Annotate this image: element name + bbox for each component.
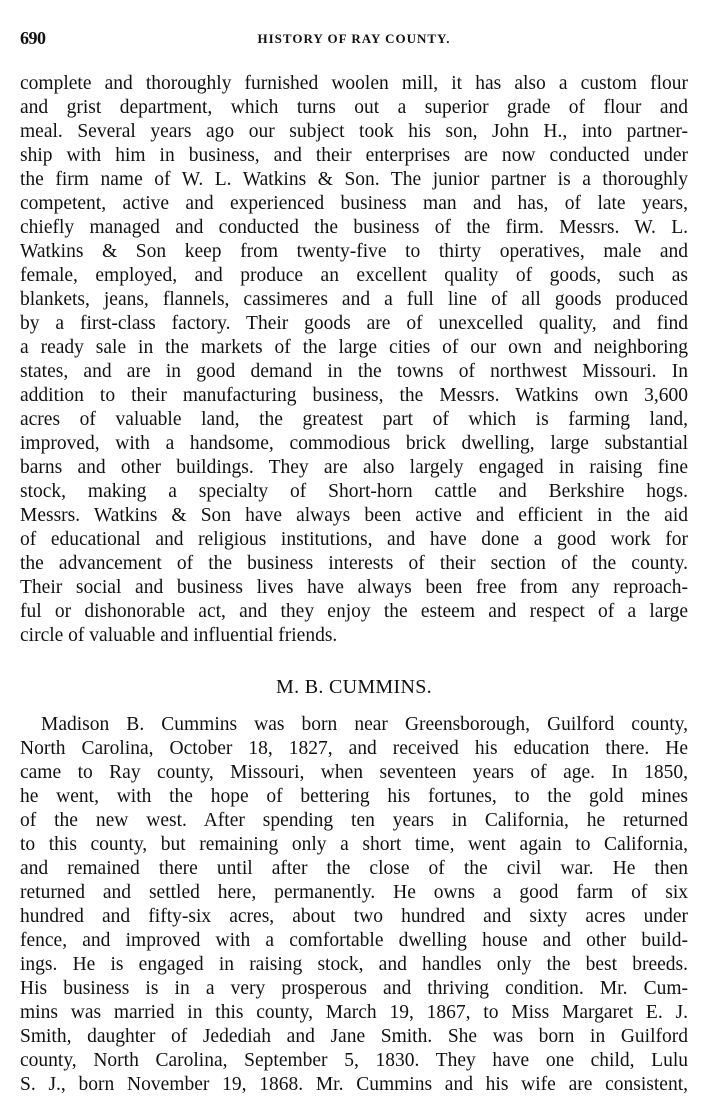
page-number: 690 [20,28,46,48]
text-line: and grist department, which turns out a superior grade of flour and [20,97,688,118]
text-line: ful or dishonorable act, and they enjoy the esteem and respect of a large [20,601,688,622]
text-line: competent, active and experienced business man and has, of late years, [20,193,688,214]
text-line: by a first-class factory. Their goods are of unexcelled quality, and find [20,313,688,334]
text-line: the advancement of the business interests of their section of the county. [20,553,688,574]
running-title: HISTORY OF RAY COUNTY. [257,31,451,46]
text-line: Their social and business lives have always been free from any reproach- [20,577,688,598]
text-line: stock, making a specialty of Short-horn cattle and Berkshire hogs. [20,481,688,502]
text-line: addition to their manufacturing business, the Messrs. Watkins own 3,600 [20,385,688,406]
text-line: North Carolina, October 18, 1827, and received his education there. He [20,738,688,759]
text-line: county, North Carolina, September 5, 1830. They have one child, Lulu [20,1050,688,1071]
text-line: and remained there until after the close of the civil war. He then [20,858,688,879]
text-line: barns and other buildings. They are also largely engaged in raising fine [20,457,688,478]
paragraph-watkins-continued [20,72,688,648]
text-line: meal. Several years ago our subject took his son, John H., into partner- [20,121,688,142]
text-line: hundred and fifty-six acres, about two hundred and sixty acres under [20,906,688,927]
text-line: His business is in a very prosperous and thriving condition. Mr. Cum- [20,978,688,999]
text-line: blankets, jeans, flannels, cassimeres and a full line of all goods produced [20,289,688,310]
text-line: chiefly managed and conducted the business of the firm. Messrs. W. L. [20,217,688,238]
text-line: fence, and improved with a comfortable dwelling house and other build- [20,930,688,951]
text-line: returned and settled here, permanently. He owns a good farm of six [20,882,688,903]
text-line: S. J., born November 19, 1868. Mr. Cummins and his wife are consistent, [20,1074,688,1095]
paragraph-cummins [20,713,688,1097]
text-line: Madison B. Cummins was born near Greensborough, Guilford county, [41,714,688,735]
text-line: female, employed, and produce an excellent quality of goods, such as [20,265,688,286]
text-line: ings. He is engaged in raising stock, and handles only the best breeds. [20,954,688,975]
text-line: states, and are in good demand in the towns of northwest Missouri. In [20,361,688,382]
text-line: ship with him in business, and their enterprises are now conducted under [20,145,688,166]
text-line: Smith, daughter of Jedediah and Jane Smith. She was born in Guilford [20,1026,688,1047]
text-line: a ready sale in the markets of the large cities of our own and neighboring [20,337,688,358]
text-line: acres of valuable land, the greatest part of which is farming land, [20,409,688,430]
text-line: Messrs. Watkins & Son have always been active and efficient in the aid [20,505,688,526]
text-line: improved, with a handsome, commodious brick dwelling, large substantial [20,433,688,454]
section-heading: M. B. CUMMINS. [276,676,432,698]
text-line: he went, with the hope of bettering his fortunes, to the gold mines [20,786,688,807]
text-line: to this county, but remaining only a short time, went again to California, [20,834,688,855]
text-line: of the new west. After spending ten years in California, he returned [20,810,688,831]
text-line: the firm name of W. L. Watkins & Son. The junior partner is a thoroughly [20,169,688,190]
text-line: Watkins & Son keep from twenty-five to thirty operatives, male and [20,241,688,262]
text-line: came to Ray county, Missouri, when seventeen years of age. In 1850, [20,762,688,783]
text-line: mins was married in this county, March 19, 1867, to Miss Margaret E. J. [20,1002,688,1023]
text-line: circle of valuable and influential friends. [20,625,338,646]
text-line: of educational and religious institutions, and have done a good work for [20,529,688,550]
running-head [20,28,688,52]
text-line: complete and thoroughly furnished woolen mill, it has also a custom flour [20,73,688,94]
